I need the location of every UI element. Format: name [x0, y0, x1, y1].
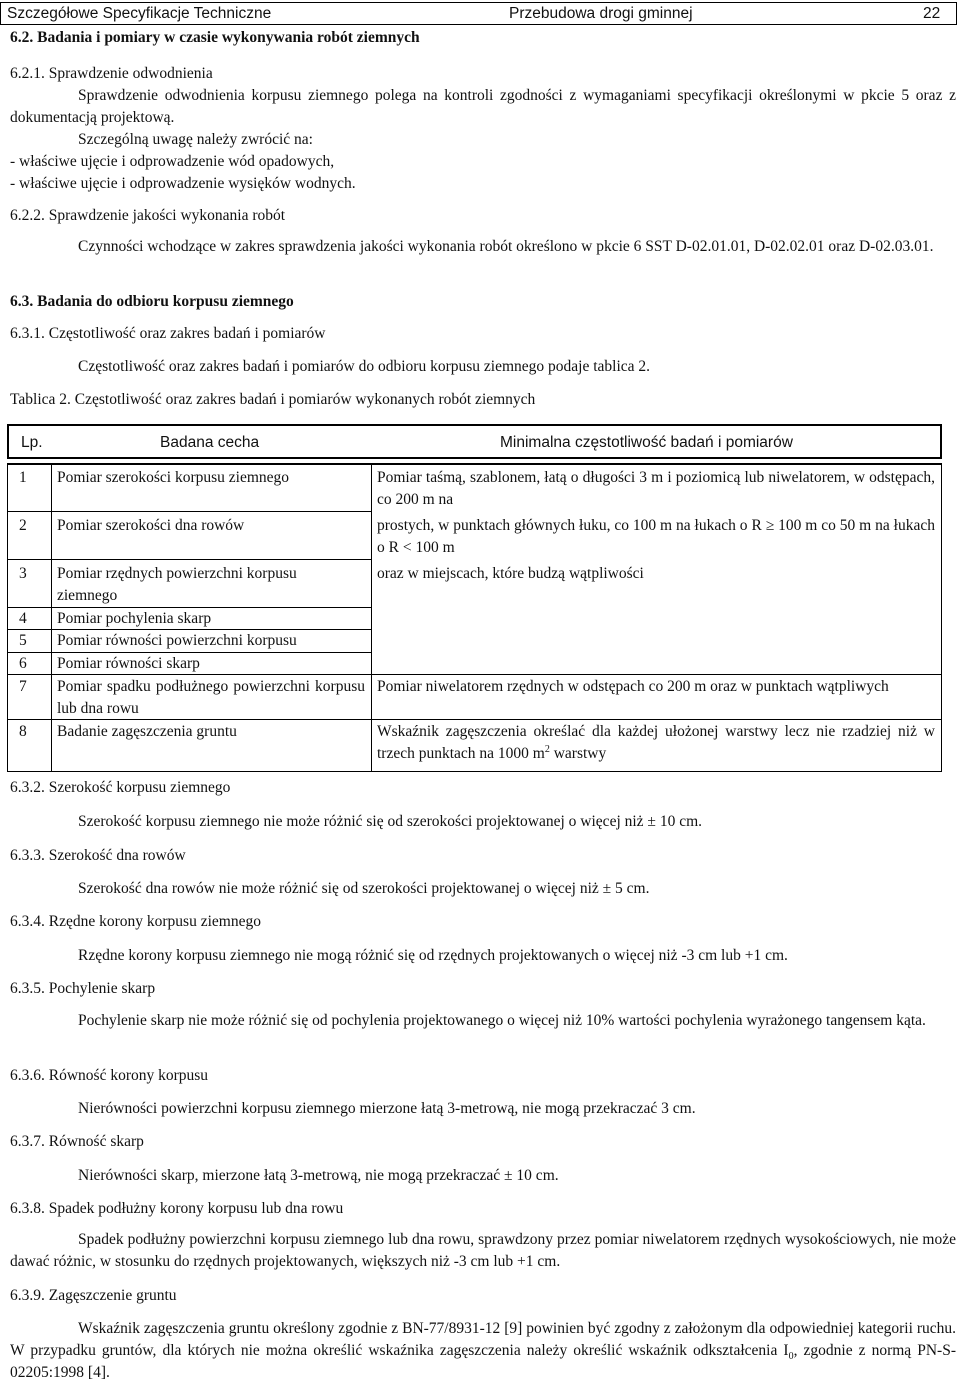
section-6-3-4-title: 6.3.4. Rzędne korony korpusu ziemnego — [10, 913, 261, 930]
section-6-3-9-tail: , zgodnie z normą PN-S-02205:1998 [4]. — [10, 1342, 956, 1381]
row-6-feature: Pomiar równości skarp — [57, 655, 200, 672]
section-6-3-9-paragraph — [10, 1318, 956, 1384]
section-6-3-7-title: 6.3.7. Równość skarp — [10, 1133, 144, 1150]
section-6-3-9-text: Wskaźnik zagęszczenia gruntu określony zgodnie z BN-77/8931-12 [9] powinien być zgodny z założonym dla odpowiedniej kategorii ruchu. W przypadku gruntów, dla których nie można określić wskaźnika zagęszczenia należy określić wskaźnik odkształcenia I — [10, 1320, 956, 1359]
section-6-2-1-bullet-2: - właściwe ujęcie i odprowadzenie wysięków wodnych. — [10, 175, 356, 192]
frequency-compaction-tail: warstwy — [549, 745, 607, 762]
section-6-3-2-paragraph: Szerokość korpusu ziemnego nie może różnić się od szerokości projektowanej o więcej niż ± 10 cm. — [78, 813, 703, 830]
frequency-compaction-text: Wskaźnik zagęszczenia określać dla każdej ułożonej warstwy lecz nie rzadziej niż w trzech punktach na 1000 m — [377, 723, 935, 762]
row-3-feature: Pomiar rzędnych powierzchni korpusu ziemnego — [57, 565, 297, 604]
row-1-lp: 1 — [19, 469, 27, 486]
section-6-3-6-paragraph: Nierówności powierzchni korpusu ziemnego mierzone łatą 3-metrową, nie mogą przekraczać 3 cm. — [78, 1100, 696, 1117]
row-4-feature: Pomiar pochylenia skarp — [57, 610, 212, 627]
table-caption: Tablica 2. Częstotliwość oraz zakres badań i pomiarów wykonanych robót ziemnych — [10, 391, 536, 408]
section-6-3-3-paragraph: Szerokość dna rowów nie może różnić się od szerokości projektowanej o więcej niż ± 5 cm. — [78, 880, 650, 897]
row-8-feature: Badanie zagęszczenia gruntu — [57, 723, 237, 740]
header-project-title: Przebudowa drogi gminnej — [509, 5, 693, 22]
frequency-width-measurement: Pomiar taśmą, szablonem, łatą o długości 3 m i poziomicą lub niwelatorem, w odstępach, co 200 m na — [377, 469, 935, 508]
header-page-number: 22 — [923, 5, 941, 22]
section-6-3-1-title: 6.3.1. Częstotliwość oraz zakres badań i pomiarów — [10, 325, 326, 342]
section-6-3-7-paragraph: Nierówności skarp, mierzone łatą 3-metrową, nie mogą przekraczać ± 10 cm. — [78, 1167, 559, 1184]
row-7-lp: 7 — [19, 678, 27, 695]
header-spec-title: Szczegółowe Specyfikacje Techniczne — [7, 5, 272, 22]
section-6-3-8-paragraph: Spadek podłużny powierzchni korpusu ziemnego lub dna rowu, sprawdzony przez pomiar niwelatorem rzędnych wysokościowych, nie może dawać różnic, w stosunku do rzędnych projektowanych, większych niż -3 cm lub +1 cm. — [10, 1231, 956, 1270]
row-4-lp: 4 — [19, 610, 27, 627]
section-6-3-6-title: 6.3.6. Równość korony korpusu — [10, 1067, 209, 1084]
section-6-3-2-title: 6.3.2. Szerokość korpusu ziemnego — [10, 779, 231, 796]
column-header-lp: Lp. — [21, 434, 43, 451]
frequency-width-measurement-curves: prostych, w punktach głównych łuku, co 100 m na łukach o R ≥ 100 m co 50 m na łukach o R < 100 m — [377, 517, 935, 556]
section-6-2-1-attention: Szczególną uwagę należy zwrócić na: — [78, 131, 313, 148]
row-6-lp: 6 — [19, 655, 27, 672]
table-header-row — [7, 424, 942, 459]
section-6-3-1-paragraph: Częstotliwość oraz zakres badań i pomiarów do odbioru korpusu ziemnego podaje tablica 2. — [78, 358, 651, 375]
frequency-compaction-superscript: 2 — [544, 743, 550, 755]
section-6-3-5-title: 6.3.5. Pochylenie skarp — [10, 980, 156, 997]
section-6-3-9-subscript: 0 — [788, 1351, 794, 1363]
row-7-feature: Pomiar spadku podłużnego powierzchni korpusu lub dna rowu — [57, 678, 365, 717]
row-5-lp: 5 — [19, 632, 27, 649]
frequency-compaction — [377, 721, 935, 765]
section-6-3-8-title: 6.3.8. Spadek podłużny korony korpusu lub dna rowu — [10, 1200, 344, 1217]
frequency-levelling: Pomiar niwelatorem rzędnych w odstępach co 200 m oraz w punktach wątpliwych — [377, 678, 889, 695]
row-3-lp: 3 — [19, 565, 27, 582]
column-header-frequency: Minimalna częstotliwość badań i pomiarów — [500, 434, 793, 451]
section-6-2-2-paragraph: Czynności wchodzące w zakres sprawdzenia jakości wykonania robót określono w pkcie 6 SST D-02.01.01, D-02.02.01 oraz D-02.03.01. — [78, 238, 934, 255]
section-6-2-heading: 6.2. Badania i pomiary w czasie wykonywania robót ziemnych — [10, 29, 420, 46]
section-6-3-5-paragraph: Pochylenie skarp nie może różnić się od pochylenia projektowanego o więcej niż 10% wartości pochylenia wyrażonego tangensem kąta. — [78, 1012, 926, 1029]
row-2-feature: Pomiar szerokości dna rowów — [57, 517, 245, 534]
section-6-3-3-title: 6.3.3. Szerokość dna rowów — [10, 847, 186, 864]
row-2-lp: 2 — [19, 517, 27, 534]
section-6-3-4-paragraph: Rzędne korony korpusu ziemnego nie mogą różnić się od rzędnych projektowanych o więcej niż -3 cm lub +1 cm. — [78, 947, 788, 964]
section-6-2-1-title: 6.2.1. Sprawdzenie odwodnienia — [10, 65, 213, 82]
row-8-lp: 8 — [19, 723, 27, 740]
column-header-feature: Badana cecha — [160, 434, 260, 451]
page-header — [0, 2, 957, 25]
section-6-2-1-bullet-1: - właściwe ujęcie i odprowadzenie wód opadowych, — [10, 153, 335, 170]
section-6-2-1-paragraph: Sprawdzenie odwodnienia korpusu ziemnego polega na kontroli zgodności z wymaganiami specyfikacji określonymi w pkcie 5 oraz z dokumentacją projektową. — [10, 87, 956, 126]
frequency-doubtful-places: oraz w miejscach, które budzą wątpliwości — [377, 565, 644, 582]
row-1-feature: Pomiar szerokości korpusu ziemnego — [57, 469, 290, 486]
row-5-feature: Pomiar równości powierzchni korpusu — [57, 632, 297, 649]
section-6-2-2-title: 6.2.2. Sprawdzenie jakości wykonania robót — [10, 207, 286, 224]
section-6-3-9-title: 6.3.9. Zagęszczenie gruntu — [10, 1287, 177, 1304]
section-6-3-heading: 6.3. Badania do odbioru korpusu ziemnego — [10, 293, 294, 310]
